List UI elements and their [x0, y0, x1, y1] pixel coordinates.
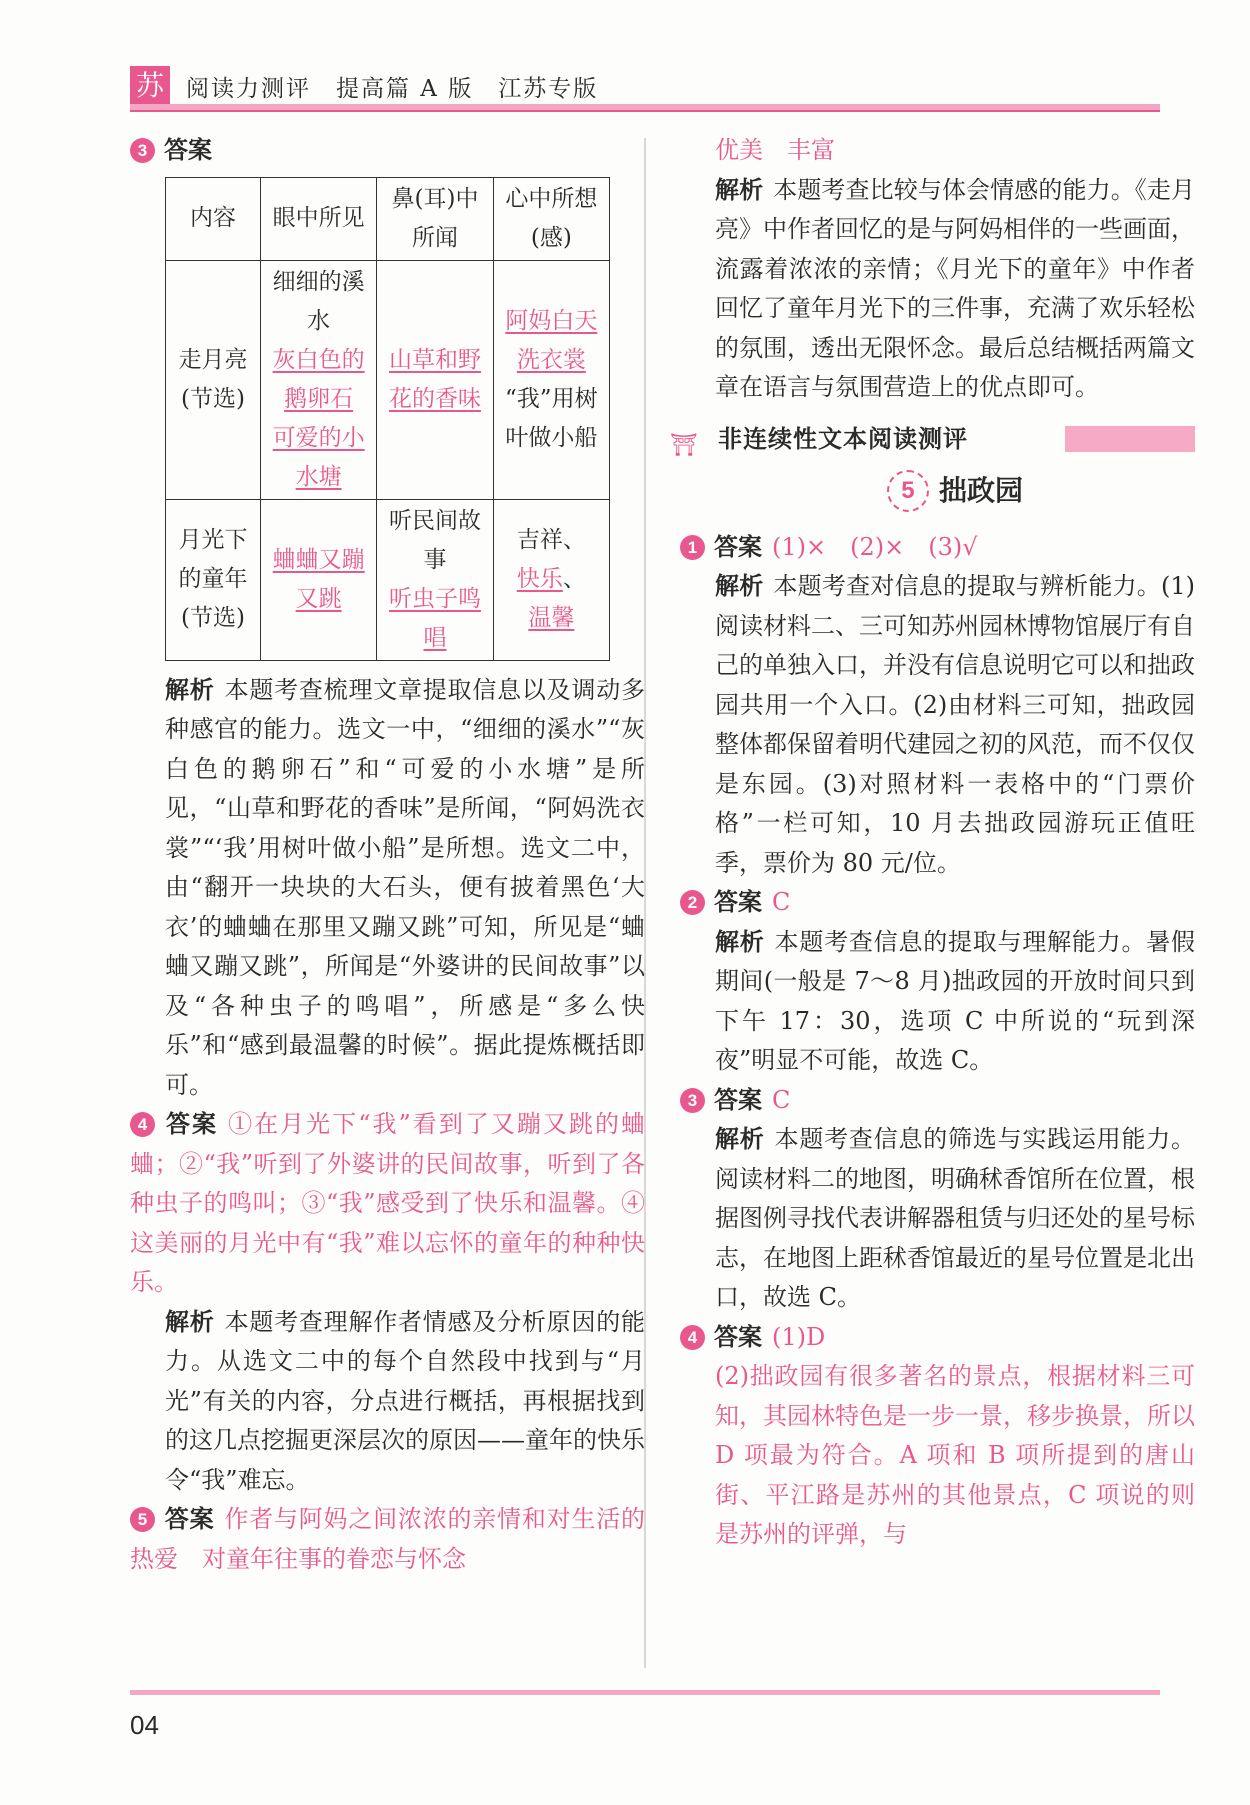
analysis-text: 本题考查信息的筛选与实践运用能力。阅读材料二的地图，明确秫香馆所在位置，根据图例寻找代表讲解器租赁与归还处的星号标志，在地图上距秫香馆最近的星号位置是北出口，故选 C。: [715, 1125, 1196, 1311]
analysis-label: 解析: [715, 573, 764, 600]
answer-continuation: 优美 丰富: [715, 136, 835, 164]
cell-answer: 温馨: [528, 605, 575, 631]
answer-text: (1)D: [772, 1322, 826, 1351]
question-5: [130, 1500, 645, 1579]
answer-label: 答案: [714, 533, 762, 561]
analysis-label: 解析: [715, 176, 764, 204]
analysis-paragraph: [715, 567, 1195, 883]
analysis-label: 解析: [715, 928, 765, 956]
question-2: [680, 883, 1195, 923]
answer-label: 答案: [714, 889, 762, 916]
table-cell: [260, 499, 376, 660]
answer-text: (2)拙政园有很多著名的景点，根据材料三可知，其园林特色是一步一景，移步换景，所以 D 项最为符合。A 项和 B 项所提到的唐山街、平江路是苏州的其他景点，C 项说的则是苏州的评弹，与: [715, 1362, 1195, 1548]
section-heading: [670, 420, 1195, 456]
question-number: 4: [130, 1112, 155, 1137]
analysis-label: 解析: [715, 1126, 765, 1153]
table-cell: 月光下的童年(节选): [166, 499, 261, 660]
cell-answer: 快乐: [516, 566, 563, 592]
analysis-text: 本题考查比较与体会情感的能力。《走月亮》中作者回忆的是与阿妈相伴的一些画面，流露着浓浓的亲情；《月光下的童年》中作者回忆了童年月光下的三件事，充满了欢乐轻松的氛围，透出无限怀念。最后总结概括两篇文章在语言与氛围营造上的优点即可。: [715, 175, 1196, 401]
answer-label: 答案: [164, 137, 212, 164]
analysis-text: 本题考查信息的提取与理解能力。暑假期间(一般是 7～8 月)拙政园的开放时间只到下午 17：30，选项 C 中所说的“玩到深夜”明显不可能，故选 C。: [715, 927, 1196, 1074]
answer-label: 答案: [714, 1086, 762, 1114]
question-number: 3: [130, 138, 155, 163]
unit-number: 5: [887, 470, 929, 512]
table-cell: [377, 260, 493, 499]
section-title: 非连续性文本阅读测评: [718, 425, 968, 453]
question-number: 4: [680, 1325, 705, 1350]
table-header: 心中所想(感): [493, 177, 609, 260]
analysis-text: 本题考查梳理文章提取信息以及调动多种感官的能力。选文一中，“细细的溪水”“灰白色的鹅卵石”和“可爱的小水塘”是所见，“山草和野花的香味”是所闻，“阿妈洗衣裳”“‘我’用树叶做小船”是所想。选文二中，由“翻开一块块的大石头，便有披着黑色‘大衣’的蛐蛐在那里又蹦又跳”可知，所见是“蛐蛐又蹦又跳”，所闻是“外婆讲的民间故事”以及“各种虫子的鸣唱”，所感是“多么快乐”和“感到最温馨的时候”。据此提炼概括即可。: [165, 675, 646, 1099]
cell-answer: 灰白色的鹅卵石: [272, 346, 365, 412]
analysis-label: 解析: [165, 676, 215, 704]
analysis-paragraph: [715, 1120, 1195, 1318]
answer-text: C: [772, 1085, 791, 1114]
table-cell: [260, 260, 376, 499]
footer-divider: [130, 1690, 1160, 1695]
cell-text: 、: [562, 566, 586, 592]
page-number: 04: [130, 1710, 159, 1740]
section-bar-decoration: [1065, 426, 1195, 452]
right-column: [670, 131, 1196, 1555]
question-number: 1: [680, 535, 705, 560]
table-cell: [377, 499, 493, 660]
answer-text: ①在月光下“我”看到了又蹦又跳的蛐蛐；②“我”听到了外婆讲的民间故事，听到了各种虫子的鸣叫；③“我”感受到了快乐和温馨。④这美丽的月光中有“我”难以忘怀的童年的种种快乐。: [130, 1110, 645, 1296]
answer-table: [165, 177, 610, 661]
cell-text: 听民间故事: [388, 507, 481, 573]
cell-answer: 听虫子鸣唱: [388, 585, 481, 651]
pavilion-icon: ⛩: [670, 432, 698, 458]
cell-answer: 可爱的小水塘: [272, 424, 365, 490]
answer-label: 答案: [164, 1111, 219, 1138]
jiangsu-badge: 苏: [130, 66, 170, 106]
table-cell: 走月亮(节选): [166, 260, 261, 499]
table-header: 眼中所见: [260, 177, 376, 260]
question-3: [130, 131, 645, 171]
table-row: [166, 260, 610, 499]
table-cell: [493, 499, 609, 660]
answer-label: 答案: [714, 1323, 762, 1351]
unit-title: [715, 470, 1195, 512]
answer-text: C: [772, 888, 791, 916]
cell-answer: 阿妈白天洗衣裳: [505, 307, 598, 373]
question-3: [680, 1081, 1195, 1121]
table-header-row: [166, 177, 610, 260]
cell-text: 细细的溪水: [272, 268, 365, 334]
table-header: 内容: [166, 177, 261, 260]
page-header: [130, 66, 1160, 106]
cell-text: “我”用树叶做小船: [505, 385, 598, 451]
table-cell: [493, 260, 609, 499]
table-header: 鼻(耳)中所闻: [377, 177, 493, 260]
analysis-paragraph: [715, 923, 1195, 1081]
question-1: [680, 528, 1195, 568]
cell-answer: 蛐蛐又蹦又跳: [272, 546, 365, 612]
question-4: [130, 1105, 645, 1303]
analysis-label: 解析: [165, 1308, 215, 1336]
answer-text: 作者与阿妈之间浓浓的亲情和对生活的热爱 对童年往事的眷恋与怀念: [130, 1505, 646, 1573]
analysis-paragraph: [165, 1303, 645, 1501]
cell-answer: 山草和野花的香味: [388, 346, 481, 412]
question-number: 2: [680, 890, 705, 915]
cell-text: 吉祥、: [516, 527, 586, 553]
analysis-paragraph: [165, 671, 645, 1106]
header-divider-accent: [130, 110, 1160, 112]
analysis-paragraph: [715, 171, 1195, 408]
question-number: 3: [680, 1088, 705, 1113]
left-column: [130, 131, 645, 1579]
question-number: 5: [130, 1507, 155, 1532]
analysis-text: 本题考查理解作者情感及分析原因的能力。从选文二中的每个自然段中找到与“月光”有关的内容，分点进行概括，再根据找到的这几点挖掘更深层次的原因——童年的快乐令“我”难忘。: [165, 1307, 646, 1494]
question-4: [680, 1318, 1195, 1358]
answer-text: (1)× (2)× (3)√: [772, 532, 978, 561]
answer-label: 答案: [164, 1506, 215, 1533]
book-title: 阅读力测评 提高篇 A 版 江苏专版: [186, 76, 599, 102]
analysis-text: 本题考查对信息的提取与辨析能力。(1)阅读材料二、三可知苏州园林博物馆展厅有自己的单独入口，并没有信息说明它可以和拙政园共用一个入口。(2)由材料三可知，拙政园整体都保留着明代建园之初的风范，而不仅仅是东园。(3)对照材料一表格中的“门票价格”一栏可知，10 月去拙政园游玩正值旺季，票价为 80 元/位。: [715, 572, 1196, 877]
table-row: [166, 499, 610, 660]
unit-title-text: 拙政园: [938, 474, 1023, 506]
